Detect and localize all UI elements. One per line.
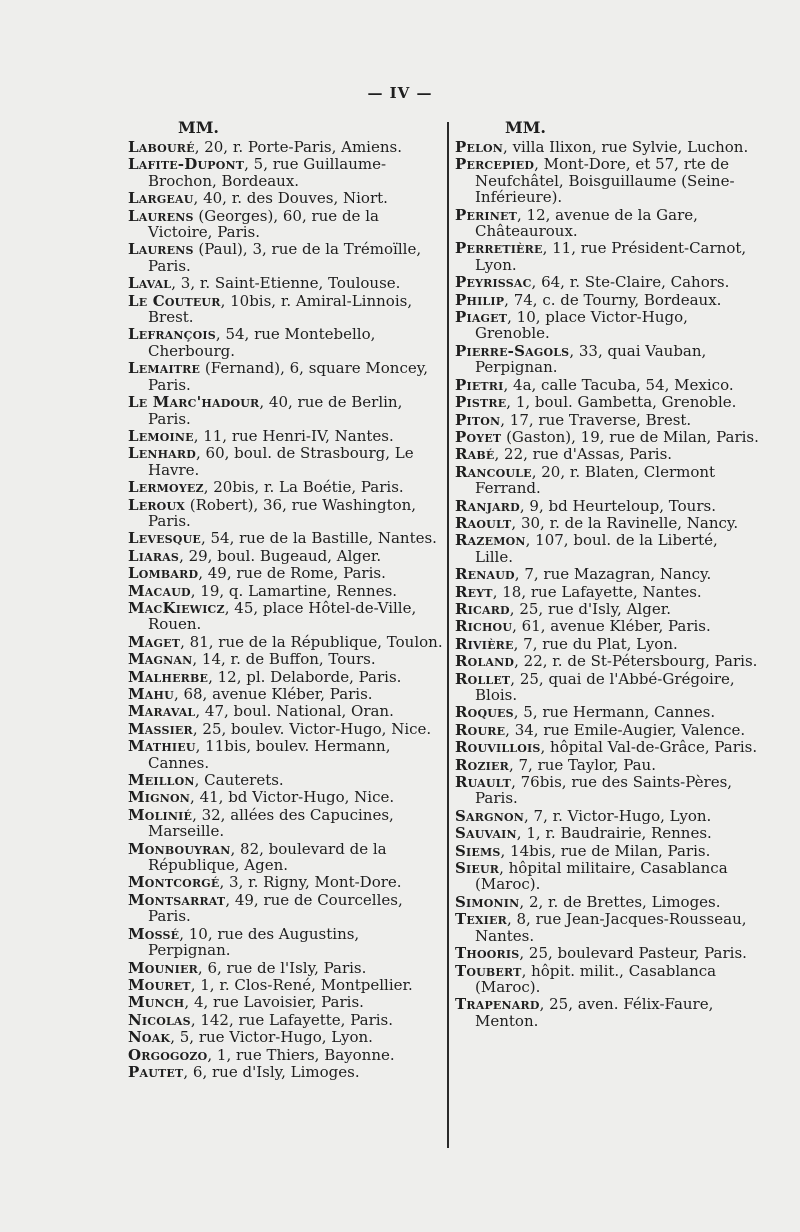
entry-address: , 34, rue Emile-Augier, Valence.	[505, 720, 746, 739]
entry-name: Mahu	[128, 685, 174, 703]
entry-address: , 40, r. des Douves, Niort.	[193, 189, 388, 208]
entry-address: , 45, place Hôtel-de-Ville, Rouen.	[148, 598, 417, 634]
directory-entry	[128, 139, 446, 155]
entry-address: , 6, rue d'Isly, Limoges.	[183, 1062, 360, 1081]
entry-name: Ranjard	[455, 496, 520, 515]
entry-address: , 11bis, boulev. Hermann, Cannes.	[148, 737, 391, 772]
directory-entry	[455, 156, 760, 205]
entry-name: Simonin	[455, 892, 520, 911]
entry-name: Lenhard	[128, 444, 196, 463]
entry-address: , 25, rue d'Isly, Alger.	[509, 599, 671, 618]
entry-name: Toubert	[455, 961, 522, 980]
entry-address: , 60, boul. de Strasbourg, Le Havre.	[148, 444, 414, 479]
entry-name: Lemaitre	[128, 359, 201, 378]
directory-entry	[455, 292, 760, 308]
entry-address: , 25, aven. Félix-Faure, Menton.	[475, 995, 714, 1030]
entry-address: , 40, rue de Berlin, Paris.	[148, 393, 403, 428]
entry-address: (Fernand), 6, square Moncey, Paris.	[148, 359, 428, 394]
entry-name: Malherbe	[128, 667, 209, 686]
entry-address: , 64, r. Ste-Claire, Cahors.	[531, 273, 730, 292]
directory-entry	[128, 445, 446, 478]
entry-address: , 49, rue de Rome, Paris.	[198, 564, 386, 583]
entry-name: Pelon	[455, 138, 504, 156]
entry-name: Sieur	[455, 859, 500, 878]
left-column	[128, 118, 446, 1080]
entry-address: , 54, rue de la Bastille, Nantes.	[200, 529, 437, 548]
directory-entry	[455, 774, 760, 807]
entry-address: , 5, rue Hermann, Cannes.	[513, 703, 716, 722]
directory-entry	[455, 757, 760, 773]
entry-address: , 68, avenue Kléber, Paris.	[173, 685, 373, 703]
directory-entry	[455, 566, 760, 582]
directory-entry	[128, 669, 446, 685]
entry-address: , 10bis, r. Amiral-Linnois, Brest.	[148, 291, 413, 327]
entry-address: , 61, avenue Kléber, Paris.	[512, 617, 711, 636]
entry-name: Molinié	[128, 805, 193, 824]
entry-name: Perretière	[455, 239, 543, 258]
entry-address: , 1, r. Clos-René, Montpellier.	[190, 975, 413, 994]
directory-entry	[128, 926, 446, 959]
entry-name: Raoult	[455, 513, 512, 532]
directory-entry	[128, 994, 446, 1010]
directory-entry	[455, 377, 760, 393]
directory-entry	[455, 412, 760, 428]
directory-entry	[128, 326, 446, 359]
entry-address: , 25, boulev. Victor-Hugo, Nice.	[192, 719, 432, 738]
entry-address: , 7, rue Taylor, Pau.	[508, 755, 656, 774]
directory-entry	[128, 686, 446, 702]
entry-address: , hôpit. milit., Casablanca (Maroc).	[475, 961, 717, 996]
column-header: MM.	[505, 118, 546, 137]
entry-address: , 1, rue Thiers, Bayonne.	[207, 1045, 395, 1064]
entry-name: Maraval	[128, 702, 196, 721]
entry-name: Thooris	[455, 944, 520, 963]
entry-name: Montsarrat	[128, 890, 226, 909]
entry-address: (Georges), 60, rue de la Victoire, Paris.	[148, 206, 379, 242]
entry-address: , 14, r. de Buffon, Tours.	[192, 650, 376, 669]
directory-entry	[455, 309, 760, 342]
directory-entry	[128, 241, 446, 274]
directory-entry	[128, 634, 446, 650]
entry-address: , 32, allées des Capucines, Marseille.	[148, 805, 394, 841]
entry-name: Percepied	[455, 155, 535, 174]
entry-name: Roland	[455, 652, 515, 671]
entry-name: Largeau	[128, 189, 194, 208]
entry-name: Magnan	[128, 650, 193, 669]
entry-name: Roques	[455, 703, 514, 722]
entry-name: Pistre	[455, 393, 507, 412]
directory-entry	[455, 240, 760, 273]
directory-entry	[128, 977, 446, 993]
directory-entry	[128, 1047, 446, 1063]
entry-address: , 17, rue Traverse, Brest.	[500, 410, 692, 429]
directory-entry	[128, 360, 446, 393]
directory-entry	[455, 601, 760, 617]
directory-entry	[455, 808, 760, 824]
entry-address: (Gaston), 19, rue de Milan, Paris.	[501, 427, 759, 446]
entry-name: Piton	[455, 410, 501, 429]
entry-name: Siems	[455, 841, 501, 860]
entry-name: Levesque	[128, 529, 201, 548]
directory-entry	[455, 429, 760, 445]
entry-address: , 14bis, rue de Milan, Paris.	[500, 841, 711, 860]
entry-address: , 76bis, rue des Saints-Pères, Paris.	[475, 773, 733, 808]
directory-entry	[455, 274, 760, 290]
directory-entry	[455, 207, 760, 240]
entry-name: Le Couteur	[128, 291, 221, 310]
directory-entry	[128, 479, 446, 495]
entry-address: , 3, r. Saint-Etienne, Toulouse.	[171, 274, 401, 293]
directory-entry	[128, 530, 446, 546]
entry-name: Leroux	[128, 495, 185, 514]
directory-entry	[128, 156, 446, 189]
entry-address: , 9, bd Heurteloup, Tours.	[519, 496, 716, 515]
directory-entry	[455, 515, 760, 531]
directory-entry	[455, 636, 760, 652]
entry-name: Poyet	[455, 427, 502, 446]
entry-name: Philip	[455, 290, 505, 309]
directory-entry	[455, 653, 760, 669]
entry-address: , 81, rue de la République, Toulon.	[180, 632, 443, 651]
entry-address: , 47, boul. National, Oran.	[195, 702, 394, 721]
directory-entry	[455, 446, 760, 462]
directory-entry	[455, 911, 760, 944]
entry-name: Laval	[128, 274, 172, 293]
entry-address: , 12, pl. Delaborde, Paris.	[208, 667, 402, 686]
entry-name: Rivière	[455, 634, 514, 653]
directory-entry	[455, 722, 760, 738]
directory-entry	[128, 1012, 446, 1028]
entry-address: , 54, rue Montebello, Cherbourg.	[148, 325, 376, 360]
entry-name: Lombard	[128, 564, 199, 583]
entry-address: , 1, boul. Gambetta, Grenoble.	[506, 393, 737, 412]
entry-address: , 49, rue de Courcelles, Paris.	[148, 890, 403, 926]
entry-address: , 20, r. Porte-Paris, Amiens.	[194, 138, 402, 156]
directory-entry	[455, 843, 760, 859]
directory-entry	[128, 208, 446, 241]
entry-address: , 20bis, r. La Boétie, Paris.	[203, 478, 404, 497]
directory-entry	[455, 963, 760, 996]
directory-entry	[128, 497, 446, 530]
entry-name: Lefrançois	[128, 325, 216, 344]
entry-address: , 41, bd Victor-Hugo, Nice.	[190, 788, 395, 807]
entry-name: Noak	[128, 1028, 171, 1047]
entry-name: Peyrissac	[455, 273, 532, 292]
directory-entry	[455, 894, 760, 910]
directory-entry	[455, 394, 760, 410]
entry-name: Renaud	[455, 565, 515, 584]
directory-entry	[128, 190, 446, 206]
directory-entry	[128, 841, 446, 874]
directory-entry	[128, 1029, 446, 1045]
entry-address: , 25, boulevard Pasteur, Paris.	[519, 944, 747, 963]
directory-entry	[128, 275, 446, 291]
page-number: — IV —	[367, 84, 433, 102]
entry-address: , 74, c. de Tourny, Bordeaux.	[504, 290, 722, 309]
entry-address: , hôpital militaire, Casablanca (Maroc).	[475, 859, 728, 894]
directory-entry	[128, 1064, 446, 1080]
entry-name: Razemon	[455, 531, 526, 550]
entry-name: Meillon	[128, 771, 195, 790]
entry-address: , 19, q. Lamartine, Rennes.	[190, 581, 398, 600]
entry-name: Mounier	[128, 958, 198, 977]
directory-entry	[128, 428, 446, 444]
entry-address: , 3, r. Rigny, Mont-Dore.	[219, 873, 402, 892]
directory-entry	[455, 945, 760, 961]
entry-name: Richou	[455, 617, 513, 636]
entry-name: Laurens	[128, 206, 194, 225]
entry-name: Mathieu	[128, 737, 196, 756]
entry-address: , 30, r. de la Ravinelle, Nancy.	[511, 513, 739, 532]
entry-address: , 11, rue Président-Carnot, Lyon.	[475, 239, 747, 274]
entry-name: Sargnon	[455, 806, 524, 825]
entry-address: , Mont-Dore, et 57, rte de Neufchâtel, Boisguillaume (Seine-Inférieure).	[475, 155, 735, 207]
entry-name: Rabé	[455, 445, 495, 464]
entry-name: Ricard	[455, 599, 510, 618]
directory-entry	[455, 498, 760, 514]
directory-entry	[128, 874, 446, 890]
entry-name: Mossé	[128, 924, 180, 943]
entry-name: Lemoine	[128, 426, 194, 445]
entry-address: , 7, r. Victor-Hugo, Lyon.	[524, 806, 712, 825]
entry-address: , 82, boulevard de la République, Agen.	[148, 839, 387, 875]
directory-entry	[455, 584, 760, 600]
entry-address: , 12, avenue de la Gare, Châteauroux.	[475, 205, 698, 241]
directory-entry	[455, 825, 760, 841]
entry-address: , 2, r. de Brettes, Limoges.	[519, 892, 721, 911]
entry-name: Pierre-Sagols	[455, 341, 570, 360]
entry-name: Sauvain	[455, 824, 517, 843]
entry-address: (Robert), 36, rue Washington, Paris.	[148, 495, 417, 530]
entry-name: Labouré	[128, 138, 195, 156]
directory-entry	[455, 739, 760, 755]
entry-name: Le Marc'hadour	[128, 393, 260, 412]
entry-address: , 1, r. Baudrairie, Rennes.	[516, 824, 712, 843]
directory-entry	[128, 565, 446, 581]
entry-name: Pietri	[455, 375, 504, 394]
entry-address: , villa Ilixon, rue Sylvie, Luchon.	[503, 138, 749, 156]
entry-address: , 7, rue du Plat, Lyon.	[513, 634, 678, 653]
directory-entry	[455, 139, 760, 155]
entry-name: Roure	[455, 720, 506, 739]
entry-address: , hôpital Val-de-Grâce, Paris.	[540, 738, 758, 757]
directory-entry	[128, 651, 446, 667]
directory-entry	[128, 892, 446, 925]
entry-address: , 29, boul. Bugeaud, Alger.	[179, 546, 382, 565]
entry-address: , 5, rue Guillaume-Brochon, Bordeaux.	[148, 155, 387, 190]
entry-name: Rozier	[455, 755, 509, 774]
entry-name: Monbouyran	[128, 839, 231, 858]
entry-name: Ruault	[455, 773, 512, 792]
entry-address: (Paul), 3, rue de la Trémoïlle, Paris.	[148, 240, 422, 275]
entry-name: Reyt	[455, 582, 493, 601]
directory-entry	[455, 618, 760, 634]
entry-name: Macaud	[128, 581, 191, 600]
directory-entry	[455, 704, 760, 720]
entry-name: Trapenard	[455, 995, 540, 1014]
entry-name: Piaget	[455, 308, 508, 327]
directory-entry	[128, 721, 446, 737]
directory-entry	[455, 343, 760, 376]
entry-address: , 11, rue Henri-IV, Nantes.	[193, 426, 394, 445]
entry-name: Rancoule	[455, 462, 532, 481]
entry-address: , 7, rue Mazagran, Nancy.	[514, 565, 712, 584]
entry-address: , 4a, calle Tacuba, 54, Mexico.	[503, 375, 734, 394]
entry-name: Lermoyez	[128, 478, 204, 497]
column-header: MM.	[178, 118, 219, 137]
entry-address: , 10, place Victor-Hugo, Grenoble.	[475, 308, 688, 343]
entry-name: Munch	[128, 993, 185, 1012]
entry-address: , 107, boul. de la Liberté, Lille.	[475, 531, 718, 566]
entry-name: Laurens	[128, 240, 194, 259]
directory-entry	[128, 960, 446, 976]
entry-name: Rollet	[455, 669, 511, 688]
directory-entry	[455, 996, 760, 1029]
entry-address: , 22, rue d'Assas, Paris.	[494, 445, 673, 464]
entry-name: Texier	[455, 910, 507, 929]
entry-address: , 25, quai de l'Abbé-Grégoire, Blois.	[475, 669, 735, 704]
directory-entry	[128, 394, 446, 427]
entry-address: , 20, r. Blaten, Clermont Ferrand.	[475, 462, 716, 498]
directory-entry	[128, 548, 446, 564]
directory-entry	[455, 671, 760, 704]
entry-name: MacKiewicz	[128, 598, 225, 617]
entry-address: , 8, rue Jean-Jacques-Rousseau, Nantes.	[475, 910, 747, 945]
directory-entry	[128, 807, 446, 840]
directory-entry	[128, 738, 446, 771]
entry-address: , 33, quai Vauban, Perpignan.	[475, 341, 707, 377]
directory-entry	[128, 772, 446, 788]
entry-address: , 142, rue Lafayette, Paris.	[190, 1010, 394, 1029]
entry-name: Nicolas	[128, 1010, 191, 1029]
directory-entry	[128, 293, 446, 326]
entry-name: Lafite-Dupont	[128, 155, 245, 174]
entry-name: Perinet	[455, 205, 517, 224]
entry-address: , 5, rue Victor-Hugo, Lyon.	[170, 1028, 373, 1047]
directory-entry	[128, 789, 446, 805]
directory-entry	[455, 860, 760, 893]
directory-entry	[128, 583, 446, 599]
entry-name: Rouvillois	[455, 738, 541, 757]
entry-name: Mouret	[128, 975, 191, 994]
entry-name: Mignon	[128, 788, 191, 807]
entry-address: , 4, rue Lavoisier, Paris.	[184, 993, 364, 1012]
entry-address: , 6, rue de l'Isly, Paris.	[197, 958, 367, 977]
entry-name: Liaras	[128, 546, 180, 565]
right-column	[455, 118, 760, 1029]
entry-address: , 18, rue Lafayette, Nantes.	[492, 582, 702, 601]
entry-name: Maget	[128, 632, 181, 651]
entry-address: , Cauterets.	[194, 771, 284, 790]
directory-entry	[455, 464, 760, 497]
directory-entry	[128, 703, 446, 719]
entry-name: Montcorgé	[128, 873, 220, 892]
entry-name: Pautet	[128, 1062, 184, 1081]
entry-name: Orgogozo	[128, 1045, 208, 1064]
directory-entry	[455, 532, 760, 565]
entry-address: , 10, rue des Augustins, Perpignan.	[148, 924, 360, 960]
entry-address: , 22, r. de St-Pétersbourg, Paris.	[514, 652, 758, 671]
directory-entry	[128, 600, 446, 633]
entry-name: Massier	[128, 719, 193, 738]
column-divider	[447, 122, 449, 1148]
